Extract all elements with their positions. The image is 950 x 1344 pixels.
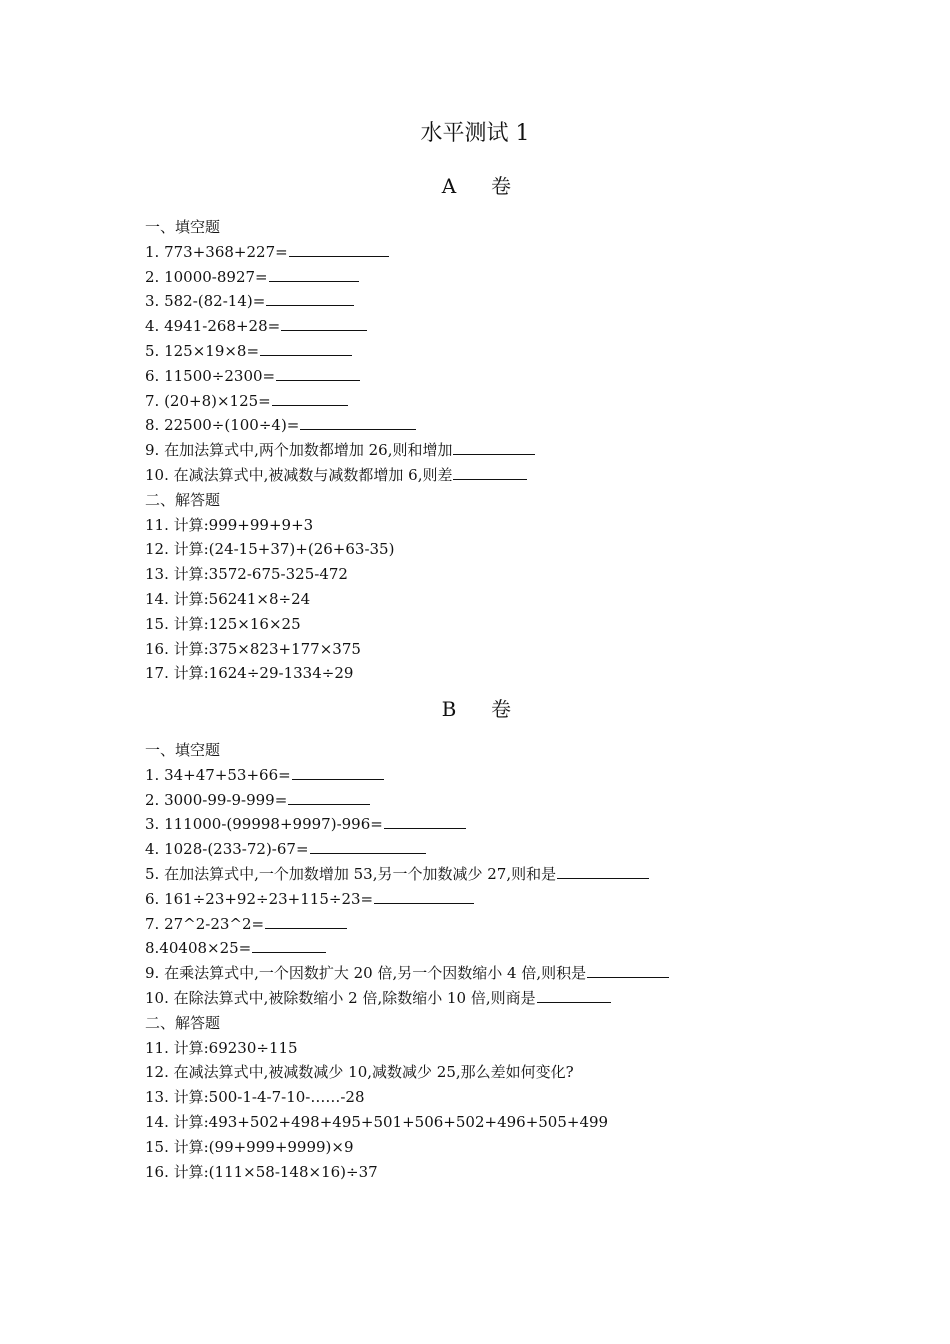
paper-b-solve-list — [145, 1036, 845, 1185]
page-title: 水平测试 1 — [420, 121, 530, 146]
solve-question: 12. 在减法算式中,被减数减少 10,减数减少 25,那么差如何变化? — [145, 1063, 574, 1082]
paper-a-section — [145, 215, 845, 686]
answer-blank[interactable] — [557, 863, 649, 879]
answer-blank[interactable] — [453, 439, 535, 455]
question-text: 3. 582-(82-14)= — [145, 292, 266, 311]
answer-blank[interactable] — [310, 838, 426, 854]
fill-question — [145, 912, 845, 937]
question-text: 7. 27^2-23^2= — [145, 914, 265, 933]
fill-question — [145, 887, 845, 912]
answer-blank[interactable] — [453, 464, 527, 480]
fill-question — [145, 364, 845, 389]
answer-blank[interactable] — [587, 962, 669, 978]
fill-question — [145, 936, 845, 961]
question-text: 1. 34+47+53+66= — [145, 765, 291, 784]
question-text: 7. (20+8)×125= — [145, 391, 271, 410]
question-text: 5. 在加法算式中,一个加数增加 53,另一个加数减少 27,则和是 — [145, 864, 557, 883]
paper-b-heading — [0, 694, 950, 724]
question-text: 6. 161÷23+92÷23+115÷23= — [145, 889, 374, 908]
answer-blank[interactable] — [266, 290, 354, 306]
solve-question: 12. 计算:(24-15+37)+(26+63-35) — [145, 540, 395, 559]
question-text: 2. 10000-8927= — [145, 267, 268, 286]
fill-question — [145, 314, 845, 339]
paper-a-fill-list — [145, 240, 845, 488]
question-text: 10. 在除法算式中,被除数缩小 2 倍,除数缩小 10 倍,则商是 — [145, 988, 536, 1007]
solve-question: 11. 计算:999+99+9+3 — [145, 515, 314, 534]
answer-blank[interactable] — [272, 390, 348, 406]
fill-question — [145, 788, 845, 813]
question-text: 5. 125×19×8= — [145, 341, 260, 360]
answer-blank[interactable] — [269, 266, 359, 282]
solve-question: 17. 计算:1624÷29-1334÷29 — [145, 664, 354, 683]
paper-a-juan: 卷 — [491, 174, 511, 198]
paper-a-solve-heading: 二、解答题 — [145, 490, 221, 509]
paper-b-solve-heading: 二、解答题 — [145, 1013, 221, 1032]
solve-question: 16. 计算:375×823+177×375 — [145, 639, 361, 658]
answer-blank[interactable] — [289, 241, 389, 257]
question-text: 4. 1028-(233-72)-67= — [145, 840, 309, 859]
fill-question — [145, 463, 845, 488]
solve-question: 14. 计算:56241×8÷24 — [145, 589, 311, 608]
question-text: 10. 在减法算式中,被减数与减数都增加 6,则差 — [145, 465, 453, 484]
answer-blank[interactable] — [374, 888, 474, 904]
answer-blank[interactable] — [384, 813, 466, 829]
paper-b-letter: B — [441, 697, 457, 721]
question-text: 4. 4941-268+28= — [145, 317, 281, 336]
fill-question — [145, 961, 845, 986]
fill-question — [145, 289, 845, 314]
question-text: 6. 11500÷2300= — [145, 366, 276, 385]
paper-b-juan: 卷 — [491, 697, 511, 721]
fill-question — [145, 389, 845, 414]
question-text: 9. 在乘法算式中,一个因数扩大 20 倍,另一个因数缩小 4 倍,则积是 — [145, 964, 587, 983]
fill-question — [145, 240, 845, 265]
fill-question — [145, 339, 845, 364]
question-text: 3. 111000-(99998+9997)-996= — [145, 815, 383, 834]
answer-blank[interactable] — [281, 315, 367, 331]
solve-question: 13. 计算:3572-675-325-472 — [145, 565, 348, 584]
solve-question: 14. 计算:493+502+498+495+501+506+502+496+505+499 — [145, 1112, 609, 1131]
answer-blank[interactable] — [265, 913, 347, 929]
answer-blank[interactable] — [537, 987, 611, 1003]
answer-blank[interactable] — [260, 340, 352, 356]
answer-blank[interactable] — [276, 365, 360, 381]
paper-a-letter: A — [441, 174, 457, 198]
solve-question: 15. 计算:(99+999+9999)×9 — [145, 1137, 354, 1156]
question-text: 1. 773+368+227= — [145, 242, 288, 261]
paper-a-fill-heading: 一、填空题 — [145, 218, 221, 236]
answer-blank[interactable] — [288, 789, 370, 805]
fill-question — [145, 862, 845, 887]
solve-question: 15. 计算:125×16×25 — [145, 614, 301, 633]
paper-b-section — [145, 738, 845, 1184]
solve-question: 13. 计算:500-1-4-7-10-……-28 — [145, 1088, 365, 1107]
answer-blank[interactable] — [252, 937, 326, 953]
fill-question — [145, 438, 845, 463]
fill-question — [145, 986, 845, 1011]
paper-a-heading — [0, 171, 950, 201]
fill-question — [145, 413, 845, 438]
question-text: 9. 在加法算式中,两个加数都增加 26,则和增加 — [145, 441, 453, 460]
solve-question: 11. 计算:69230÷115 — [145, 1038, 298, 1057]
solve-question: 16. 计算:(111×58-148×16)÷37 — [145, 1162, 378, 1181]
question-text: 2. 3000-99-9-999= — [145, 790, 288, 809]
answer-blank[interactable] — [300, 414, 416, 430]
fill-question — [145, 265, 845, 290]
paper-a-solve-list — [145, 513, 845, 687]
fill-question — [145, 837, 845, 862]
question-text: 8.40408×25= — [145, 939, 252, 958]
question-text: 8. 22500÷(100÷4)= — [145, 416, 300, 435]
fill-question — [145, 812, 845, 837]
answer-blank[interactable] — [292, 764, 384, 780]
paper-b-fill-list — [145, 763, 845, 1011]
fill-question — [145, 763, 845, 788]
paper-b-fill-heading: 一、填空题 — [145, 741, 221, 759]
